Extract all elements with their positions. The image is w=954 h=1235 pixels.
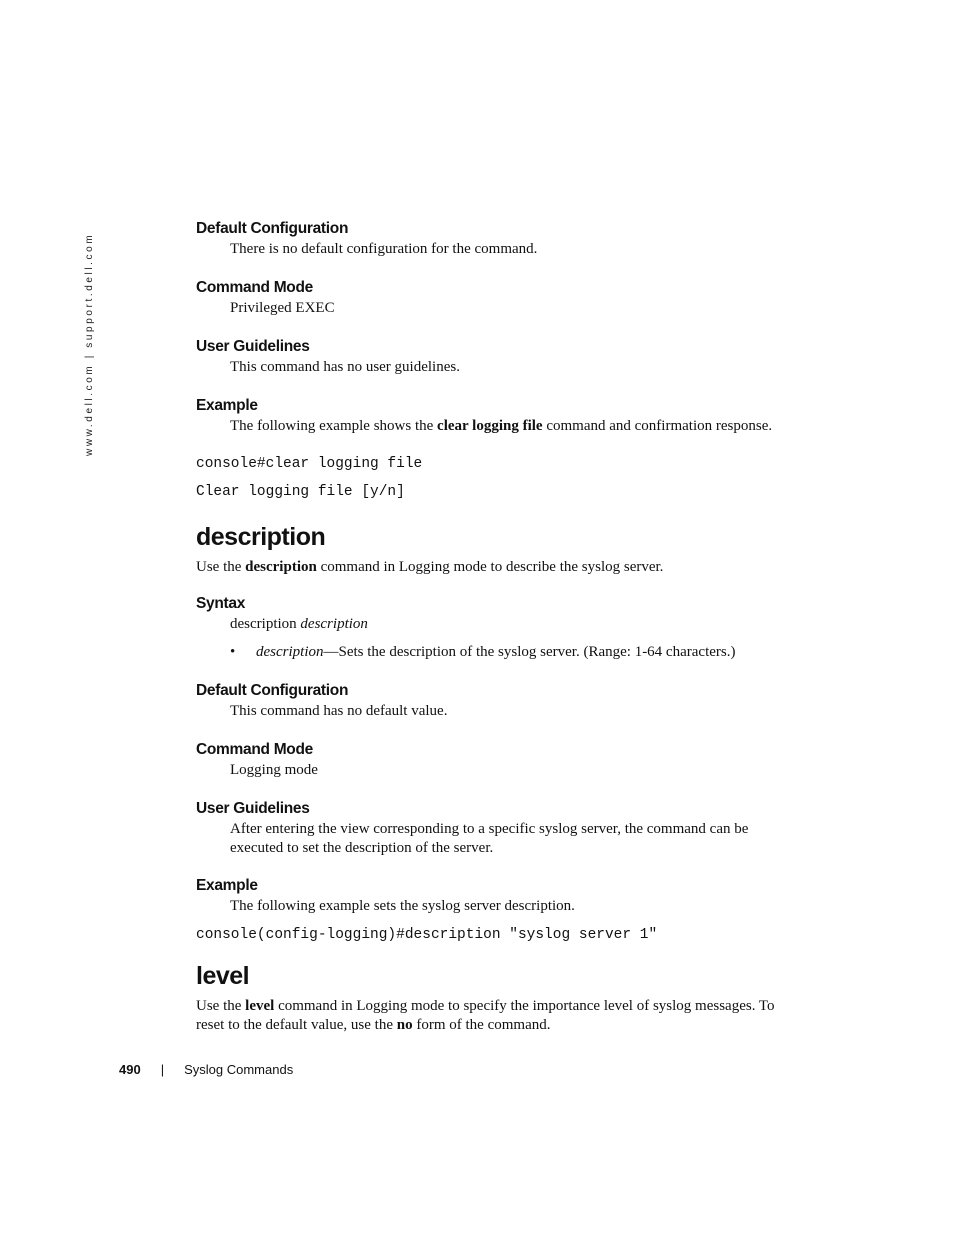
code-line: console(config-logging)#description "syslog server 1" xyxy=(196,927,658,943)
user-guidelines-text: This command has no user guidelines. xyxy=(230,359,460,375)
level-intro-line-2 xyxy=(196,1016,816,1035)
example-text-post: command and confirmation response. xyxy=(542,418,773,434)
footer-section-name: Syslog Commands xyxy=(184,1062,294,1077)
bullet-description: —Sets the description of the syslog server. (Range: 1-64 characters.) xyxy=(323,644,736,660)
intro-post: command in Logging mode to describe the syslog server. xyxy=(316,559,664,575)
heading-user-guidelines: User Guidelines xyxy=(196,800,310,817)
user-guidelines-text-line-2: executed to set the description of the server. xyxy=(230,840,494,856)
command-mode-text: Logging mode xyxy=(230,762,318,778)
syntax-parameter: description xyxy=(300,616,368,632)
sidebar-url: www.dell.com | support.dell.com xyxy=(84,232,95,456)
default-configuration-text: This command has no default value. xyxy=(230,703,448,719)
level-line1-pre: Use the xyxy=(196,998,246,1014)
example-text xyxy=(196,417,816,436)
intro-pre: Use the xyxy=(196,559,246,575)
example-text-command: clear logging file xyxy=(437,418,543,434)
description-intro xyxy=(196,558,816,577)
level-line1-post: command in Logging mode to specify the importance level of syslog messages. To xyxy=(274,998,775,1014)
heading-user-guidelines: User Guidelines xyxy=(196,338,310,355)
level-intro-line-1 xyxy=(196,997,816,1016)
heading-syntax: Syntax xyxy=(196,595,246,612)
heading-command-mode: Command Mode xyxy=(196,279,313,296)
page-footer xyxy=(119,1062,293,1077)
level-command: level xyxy=(245,998,275,1014)
heading-command-mode: Command Mode xyxy=(196,741,313,758)
command-mode-text: Privileged EXEC xyxy=(230,300,335,316)
bullet-parameter: description xyxy=(256,644,324,660)
no-keyword: no xyxy=(396,1017,413,1033)
level-line2-pre: reset to the default value, use the xyxy=(196,1017,397,1033)
heading-example: Example xyxy=(196,877,258,894)
intro-command: description xyxy=(245,559,317,575)
code-line: Clear logging file [y/n] xyxy=(196,484,405,500)
bullet-icon: • xyxy=(230,644,236,660)
user-guidelines-text-line-1: After entering the view corresponding to a specific syslog server, the command can be xyxy=(230,821,749,837)
page-number: 490 xyxy=(119,1062,141,1077)
footer-separator: | xyxy=(160,1062,165,1077)
example-text-pre: The following example shows the xyxy=(230,418,438,434)
default-configuration-text: There is no default configuration for the command. xyxy=(230,241,538,257)
section-title-description: description xyxy=(196,523,326,551)
syntax-command: description xyxy=(230,616,297,632)
heading-default-configuration: Default Configuration xyxy=(196,220,349,237)
section-title-level: level xyxy=(196,962,250,990)
page-content xyxy=(196,218,816,1035)
heading-default-configuration: Default Configuration xyxy=(196,682,349,699)
bullet-text xyxy=(256,643,735,662)
code-line: console#clear logging file xyxy=(196,456,423,472)
heading-example: Example xyxy=(196,397,258,414)
level-line2-post: form of the command. xyxy=(412,1017,551,1033)
example-text: The following example sets the syslog server description. xyxy=(230,898,575,914)
list-item xyxy=(196,643,816,662)
syntax-line xyxy=(196,615,816,634)
